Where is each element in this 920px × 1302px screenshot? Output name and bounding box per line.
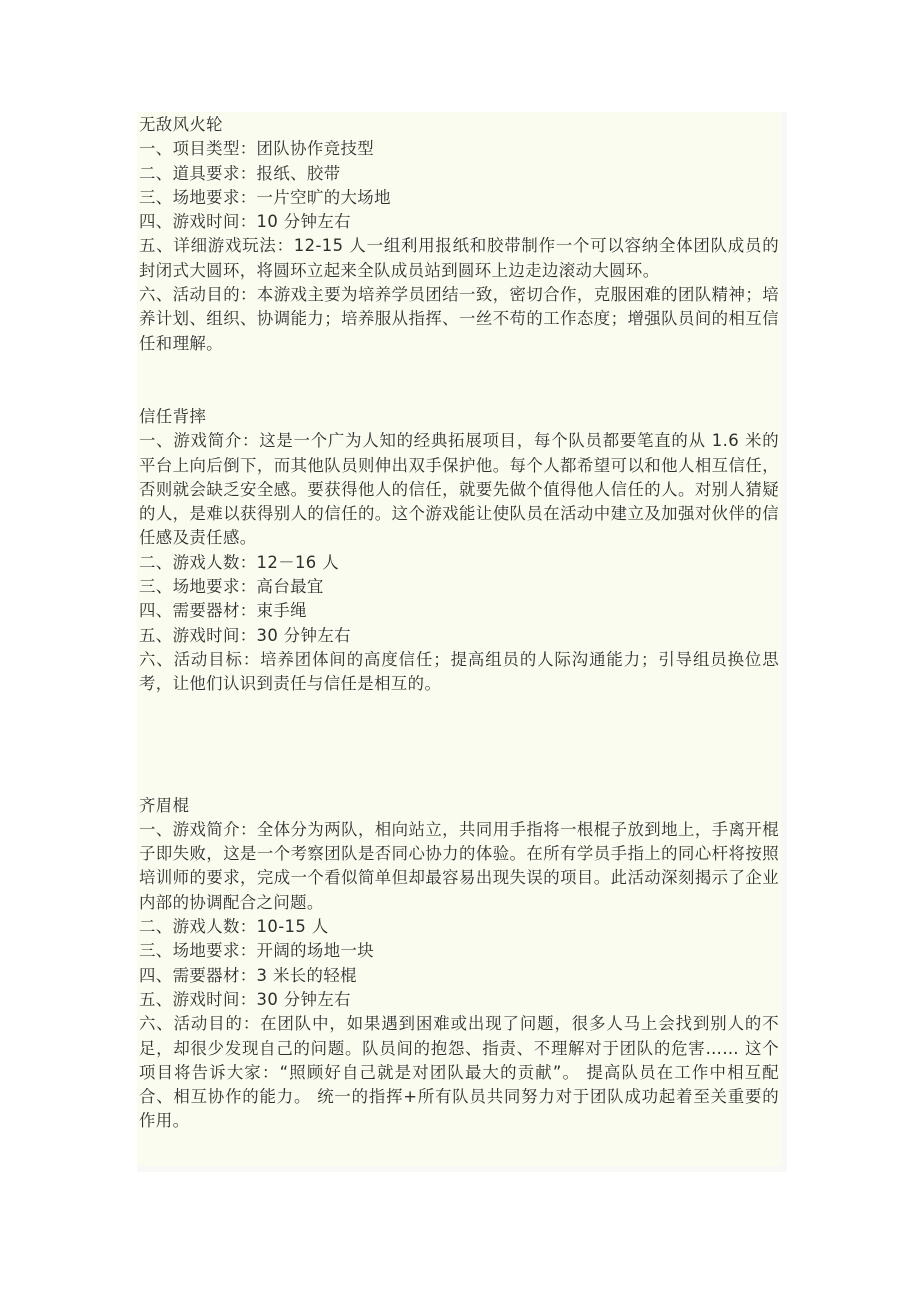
section-item: 三、场地要求：一片空旷的大场地 [139,187,391,207]
section-title: 信任背摔 [139,406,207,426]
section-item: 二、道具要求：报纸、胶带 [139,163,341,183]
section-spacer [139,356,779,405]
section-item: 三、场地要求：高台最宜 [139,577,324,597]
section-item: 六、活动目的：在团队中，如果遇到困难或出现了问题，很多人马上会找到别人的不足，却很少发现自己的问题。队员间的抱怨、指责、不理解对于团队的危害…… 这个项目将告诉大家：“照顾好自己就是对团队最大的贡献”。 提高队员在工作中相互配合、相互协作的能力。 统一的指挥+所有队员共同努力对于团队成功起着至关重要的作用。 [139,1014,779,1131]
section-qimeigun [139,794,779,1134]
document-content [139,113,779,1134]
section-item: 六、活动目标：培养团体间的高度信任；提高组员的人际沟通能力；引导组员换位思考，让他们认识到责任与信任是相互的。 [139,649,779,694]
section-item: 四、需要器材：束手绳 [139,601,307,621]
section-item: 二、游戏人数：12－16 人 [139,552,340,572]
section-item: 三、场地要求：开阔的场地一块 [139,941,375,961]
section-item: 一、项目类型：团队协作竞技型 [139,139,375,159]
section-item: 五、详细游戏玩法：12-15 人一组利用报纸和胶带制作一个可以容纳全体团队成员的封闭式大圆环，将圆环立起来全队成员站到圆环上边走边滚动大圆环。 [139,236,779,280]
section-item: 二、游戏人数：10-15 人 [139,917,329,937]
section-title: 齐眉棍 [139,795,190,815]
section-item: 五、游戏时间：30 分钟左右 [139,989,351,1009]
section-item: 五、游戏时间：30 分钟左右 [139,625,351,645]
section-item: 四、需要器材：3 米长的轻棍 [139,965,357,985]
section-item: 一、游戏简介：这是一个广为人知的经典拓展项目，每个队员都要笔直的从 1.6 米的平台上向后倒下，而其他队员则伸出双手保护他。每个人都希望可以和他人相互信任，否则就会缺乏安全感。要获得他人的信任，就要先做个值得他人信任的人。对别人猜疑的人，是难以获得别人的信任的。这个游戏能让使队员在活动中建立及加强对伙伴的信任感及责任感。 [139,431,779,548]
section-xinren-beishuai [139,405,779,697]
section-title: 无敌风火轮 [139,115,223,134]
section-wudi-fenghuolun [139,113,779,356]
section-item: 一、游戏简介：全体分为两队，相向站立，共同用手指将一根棍子放到地上，手离开棍子即失败，这是一个考察团队是否同心协力的体验。在所有学员手指上的同心杆将按照培训师的要求，完成一个看似简单但却最容易出现失误的项目。此活动深刻揭示了企业内部的协调配合之问题。 [139,819,779,912]
section-item: 四、游戏时间：10 分钟左右 [139,212,351,232]
section-spacer [139,697,779,794]
section-item: 六、活动目的：本游戏主要为培养学员团结一致，密切合作，克服困难的团队精神；培养计划、组织、协调能力；培养服从指挥、一丝不苟的工作态度；增强队员间的相互信任和理解。 [139,285,779,353]
